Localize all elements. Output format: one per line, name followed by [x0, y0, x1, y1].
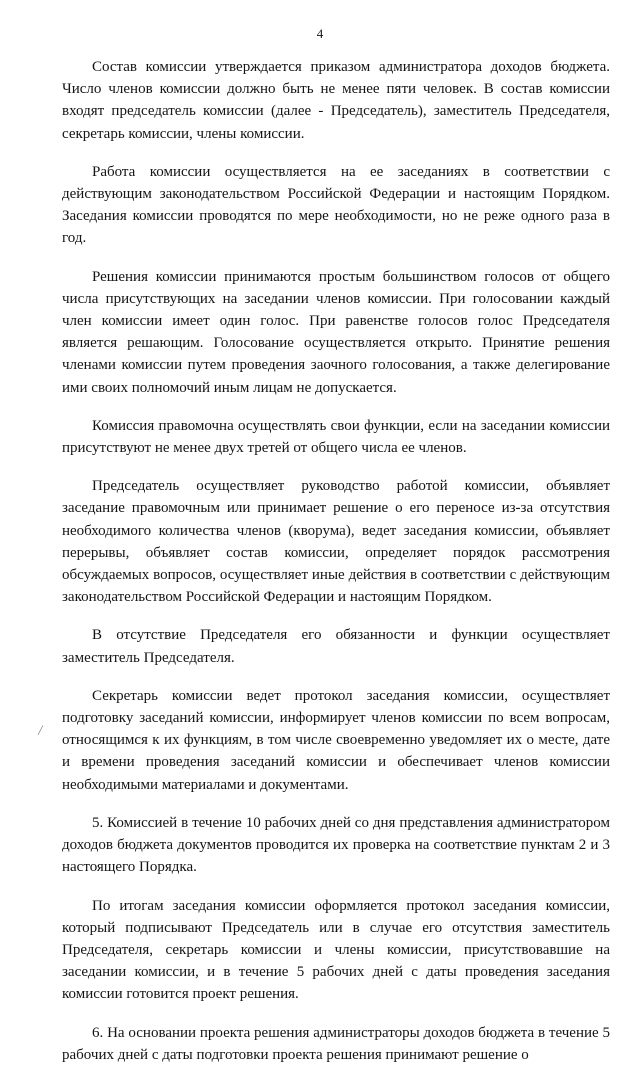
paragraph-item-5: 5. Комиссией в течение 10 рабочих дней со дня представления администратором доходов бюджета документов проводится их проверка на соответствие пунктам 2 и 3 настоящего Порядка. [62, 814, 610, 876]
paragraph-commission-composition: Состав комиссии утверждается приказом администратора доходов бюджета. Число членов комиссии должно быть не менее пяти человек. В состав комиссии входят председатель комиссии (далее - Председатель), заместитель Председателя, секретарь комиссии, члены комиссии. [62, 59, 610, 142]
paragraph-meeting-protocol: По итогам заседания комиссии оформляется протокол заседания комиссии, который подписывают Председатель или в случае его отсутствия заместитель Председателя, секретарь комиссии и члены комиссии, присутствовавшие на заседании комиссии, и в течение 5 рабочих дней с даты проведения заседания комиссии готовится проект решения. [62, 897, 610, 1003]
document-body [62, 56, 610, 1066]
paragraph-commission-meetings: Работа комиссии осуществляется на ее заседаниях в соответствии с действующим законодательством Российской Федерации и настоящим Порядком. Заседания комиссии проводятся по мере необходимости, но не реже одного раза в год. [62, 163, 610, 247]
paragraph-commission-quorum: Комиссия правомочна осуществлять свои функции, если на заседании комиссии присутствуют не менее двух третей от общего числа ее членов. [62, 417, 610, 457]
paragraph-chairman-duties: Председатель осуществляет руководство работой комиссии, объявляет заседание правомочным или принимает решение о его переносе из-за отсутствия необходимого количества членов (кворума), ведет заседания комиссии, объявляет перерывы, объявляет состав комиссии, определяет порядок рассмотрения обсуждаемых вопросов, осуществляет иные действия в соответствии с действующим законодательством Российской Федерации и настоящим Порядком. [62, 478, 610, 606]
paragraph-item-6: 6. На основании проекта решения администраторы доходов бюджета в течение 5 рабочих дней с даты подготовки проекта решения принимают решение о [62, 1024, 610, 1063]
scan-speck: ╱ [38, 726, 43, 735]
paragraph-deputy-chairman: В отсутствие Председателя его обязанности и функции осуществляет заместитель Председателя. [62, 627, 610, 666]
paragraph-commission-decisions: Решения комиссии принимаются простым большинством голосов от общего числа присутствующих на заседании членов комиссии. При голосовании каждый член комиссии имеет один голос. При равенстве голосов голос Председателя является решающим. Голосование осуществляется открыто. Принятие решения членами комиссии путем проведения заочного голосования, а также делегирование ими своих полномочий иным лицам не допускается. [62, 268, 610, 396]
page-number: 4 [316, 26, 324, 41]
paragraph-secretary-duties: Секретарь комиссии ведет протокол заседания комиссии, осуществляет подготовку заседаний комиссии, информирует членов комиссии по всем вопросам, относящимся к их функциям, в том числе своевременно уведомляет их о месте, дате и времени проведения заседаний комиссии и обеспечивает членов комиссии необходимыми материалами и документами. [62, 687, 610, 793]
